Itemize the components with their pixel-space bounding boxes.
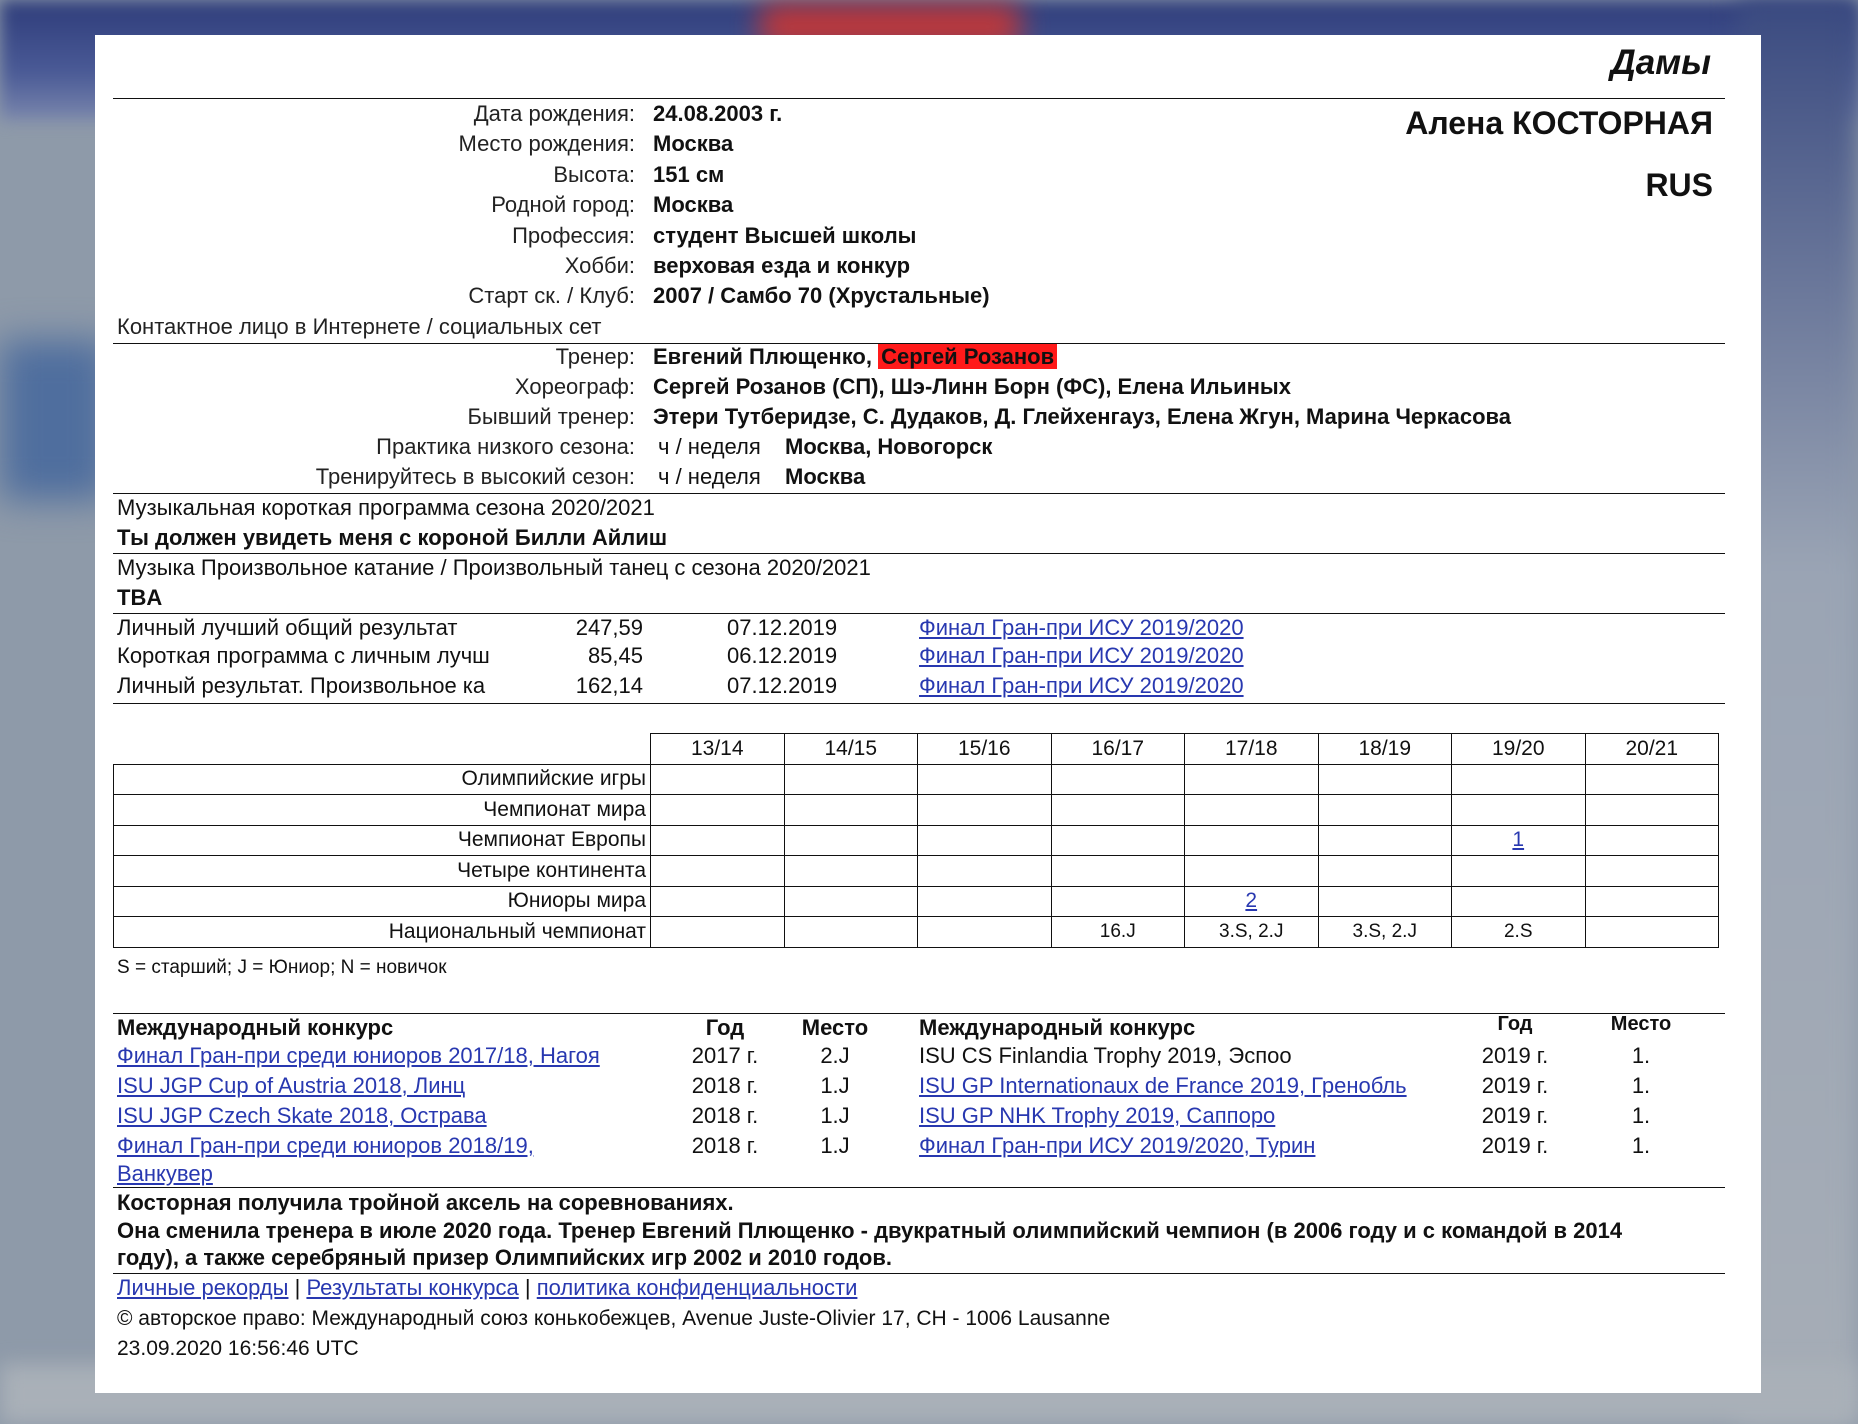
history-cell bbox=[651, 764, 785, 795]
history-cell bbox=[1185, 795, 1319, 826]
best-score: 162,14 bbox=[575, 673, 643, 698]
history-cell bbox=[1318, 764, 1452, 795]
history-row bbox=[114, 856, 1719, 887]
high-season-place: Москва bbox=[785, 464, 866, 489]
history-cell bbox=[1185, 764, 1319, 795]
best-date: 07.12.2019 bbox=[727, 615, 838, 640]
bio-label: Родной город: bbox=[491, 192, 635, 217]
history-cell bbox=[784, 856, 918, 887]
history-cell bbox=[651, 917, 785, 948]
result-link[interactable]: 2 bbox=[1245, 889, 1258, 913]
history-cell bbox=[784, 917, 918, 948]
season-header: 19/20 bbox=[1452, 734, 1586, 765]
timestamp: 23.09.2020 16:56:46 UTC bbox=[117, 1337, 359, 1360]
history-cell bbox=[1585, 795, 1719, 826]
best-label: Короткая программа с личным лучш bbox=[117, 643, 490, 668]
competition-history-table bbox=[113, 733, 1719, 948]
bio-value: 24.08.2003 г. bbox=[653, 101, 783, 126]
intl-event-link[interactable]: Финал Гран-при ИСУ 2019/2020, Турин bbox=[919, 1133, 1316, 1158]
best-score: 247,59 bbox=[575, 615, 643, 640]
bio-label: Старт ск. / Клуб: bbox=[468, 283, 635, 308]
history-cell bbox=[651, 825, 785, 856]
history-row bbox=[114, 917, 1719, 948]
intl-place: 1. bbox=[1631, 1043, 1651, 1068]
season-header: 18/19 bbox=[1318, 734, 1452, 765]
intl-col-event: Международный конкурс bbox=[919, 1015, 1196, 1040]
championship-label: Чемпионат Европы bbox=[114, 825, 651, 856]
intl-event-link[interactable]: ISU JGP Cup of Austria 2018, Линц bbox=[117, 1073, 466, 1098]
note-line: году), а также серебряный призер Олимпийских игр 2002 и 2010 годов. bbox=[117, 1245, 892, 1270]
bio-value: 151 см bbox=[653, 162, 725, 187]
season-header-row bbox=[114, 734, 1719, 765]
history-cell bbox=[918, 795, 1052, 826]
intl-event-link[interactable]: ISU GP Internationaux de France 2019, Гренобль bbox=[919, 1073, 1407, 1098]
history-cell: 3.S, 2.J bbox=[1318, 917, 1452, 948]
bio-value: верховая езда и конкур bbox=[653, 253, 911, 278]
former-coach-value: Этери Тутберидзе, С. Дудаков, Д. Глейхенгауз, Елена Жгун, Марина Черкасова bbox=[653, 404, 1511, 429]
championship-label: Чемпионат мира bbox=[114, 795, 651, 826]
championship-label: Олимпийские игры bbox=[114, 764, 651, 795]
coach-label: Тренер: bbox=[555, 344, 635, 369]
personal-records-link[interactable]: Личные рекорды bbox=[117, 1275, 289, 1300]
championship-label: Юниоры мира bbox=[114, 886, 651, 917]
history-cell bbox=[1051, 795, 1185, 826]
intl-year: 2019 г. bbox=[1481, 1073, 1549, 1098]
intl-col-place: Место bbox=[801, 1015, 869, 1040]
history-cell bbox=[918, 886, 1052, 917]
privacy-policy-link[interactable]: политика конфиденциальности bbox=[536, 1275, 858, 1300]
history-cell bbox=[1318, 795, 1452, 826]
history-cell bbox=[1452, 856, 1586, 887]
intl-place: 2.J bbox=[820, 1043, 850, 1068]
intl-event-link[interactable]: Финал Гран-при среди юниоров 2017/18, Нагоя bbox=[117, 1043, 600, 1068]
bio-label: Высота: bbox=[553, 162, 635, 187]
contact-label: Контактное лицо в Интернете / социальных сет bbox=[117, 314, 602, 339]
high-season-label: Тренируйтесь в высокий сезон: bbox=[315, 464, 635, 489]
intl-place: 1.J bbox=[820, 1073, 850, 1098]
intl-year: 2018 г. bbox=[691, 1103, 759, 1128]
category-title: Дамы bbox=[1610, 43, 1711, 82]
best-event-link[interactable]: Финал Гран-при ИСУ 2019/2020 bbox=[919, 673, 1244, 698]
history-row bbox=[114, 825, 1719, 856]
intl-col-year: Год bbox=[705, 1015, 745, 1040]
history-cell bbox=[1452, 825, 1586, 856]
fs-music-label: Музыка Произвольное катание / Произвольный танец с сезона 2020/2021 bbox=[117, 555, 871, 580]
intl-place: 1. bbox=[1631, 1103, 1651, 1128]
intl-col-place: Место bbox=[1610, 1013, 1672, 1035]
bio-value: 2007 / Самбо 70 (Хрустальные) bbox=[653, 283, 990, 308]
championship-label: Четыре континента bbox=[114, 856, 651, 887]
coach-value: Евгений Плющенко, Сергей Розанов bbox=[653, 344, 1057, 370]
best-label: Личный лучший общий результат bbox=[117, 615, 458, 640]
history-cell bbox=[1318, 856, 1452, 887]
season-header: 17/18 bbox=[1185, 734, 1319, 765]
competition-results-link[interactable]: Результаты конкурса bbox=[306, 1275, 519, 1300]
history-cell bbox=[1585, 917, 1719, 948]
history-cell bbox=[1318, 886, 1452, 917]
intl-year: 2017 г. bbox=[691, 1043, 759, 1068]
highlighted-coach: Сергей Розанов bbox=[878, 344, 1057, 369]
history-cell bbox=[1185, 856, 1319, 887]
season-header: 16/17 bbox=[1051, 734, 1185, 765]
footer-links bbox=[117, 1275, 857, 1301]
history-cell: 2.S bbox=[1452, 917, 1586, 948]
season-header: 15/16 bbox=[918, 734, 1052, 765]
bio-label: Место рождения: bbox=[458, 131, 635, 156]
low-season-label: Практика низкого сезона: bbox=[376, 434, 635, 459]
best-event-link[interactable]: Финал Гран-при ИСУ 2019/2020 bbox=[919, 643, 1244, 668]
choreographer-label: Хореограф: bbox=[514, 374, 635, 399]
intl-year: 2018 г. bbox=[691, 1133, 759, 1158]
copyright: © авторское право: Международный союз конькобежцев, Avenue Juste-Olivier 17, CH - 1006 Lausanne bbox=[117, 1307, 1111, 1330]
history-cell bbox=[1585, 825, 1719, 856]
history-cell bbox=[918, 856, 1052, 887]
championship-label: Национальный чемпионат bbox=[114, 917, 651, 948]
intl-place: 1. bbox=[1631, 1073, 1651, 1098]
history-cell bbox=[784, 795, 918, 826]
history-cell bbox=[1585, 856, 1719, 887]
history-cell bbox=[651, 856, 785, 887]
best-score: 85,45 bbox=[587, 643, 643, 668]
season-header: 20/21 bbox=[1585, 734, 1719, 765]
intl-col-year: Год bbox=[1497, 1013, 1533, 1035]
empty-corner bbox=[114, 734, 651, 765]
note-line: Косторная получила тройной аксель на соревнованиях. bbox=[117, 1190, 734, 1215]
intl-event-link[interactable]: Финал Гран-при среди юниоров 2018/19, bbox=[117, 1133, 534, 1158]
history-cell bbox=[1452, 886, 1586, 917]
bio-value: Москва bbox=[653, 192, 734, 217]
history-cell bbox=[651, 795, 785, 826]
season-header: 14/15 bbox=[784, 734, 918, 765]
choreographer-value: Сергей Розанов (СП), Шэ-Линн Борн (ФС), Елена Ильиных bbox=[653, 374, 1291, 399]
best-event-link[interactable]: Финал Гран-при ИСУ 2019/2020 bbox=[919, 615, 1244, 640]
history-cell bbox=[1452, 764, 1586, 795]
history-cell bbox=[1051, 764, 1185, 795]
intl-year: 2018 г. bbox=[691, 1073, 759, 1098]
history-cell bbox=[918, 764, 1052, 795]
low-season-place: Москва, Новогорск bbox=[785, 434, 993, 459]
history-cell bbox=[1051, 886, 1185, 917]
result-link[interactable]: 1 bbox=[1512, 828, 1525, 852]
intl-event-link-cont[interactable]: Ванкувер bbox=[117, 1161, 213, 1186]
history-cell bbox=[784, 886, 918, 917]
note-line: Она сменила тренера в июле 2020 года. Тренер Евгений Плющенко - двукратный олимпийский чемпион (в 2006 году и с командой в 2014 bbox=[117, 1218, 1623, 1243]
intl-place: 1.J bbox=[820, 1103, 850, 1128]
history-cell bbox=[1051, 825, 1185, 856]
intl-year: 2019 г. bbox=[1481, 1043, 1549, 1068]
history-cell bbox=[1051, 856, 1185, 887]
history-cell bbox=[1585, 764, 1719, 795]
history-cell bbox=[1185, 825, 1319, 856]
history-cell bbox=[651, 886, 785, 917]
history-cell bbox=[918, 917, 1052, 948]
link-separator: | bbox=[294, 1275, 301, 1300]
sp-music-title: Ты должен увидеть меня с короной Билли Айлиш bbox=[117, 525, 668, 550]
skater-name: Алена КОСТОРНАЯ bbox=[1405, 105, 1713, 141]
intl-place: 1. bbox=[1631, 1133, 1651, 1158]
high-season-unit: ч / неделя bbox=[658, 464, 761, 489]
intl-place: 1.J bbox=[820, 1133, 850, 1158]
history-cell bbox=[784, 825, 918, 856]
intl-col-event: Международный конкурс bbox=[117, 1015, 394, 1040]
bio-label: Хобби: bbox=[564, 253, 635, 278]
biography-sheet bbox=[95, 35, 1761, 1393]
link-separator: | bbox=[524, 1275, 531, 1300]
history-cell: 16.J bbox=[1051, 917, 1185, 948]
sp-music-label: Музыкальная короткая программа сезона 2020/2021 bbox=[117, 495, 655, 520]
history-cell bbox=[784, 764, 918, 795]
fs-music-title: TBA bbox=[117, 585, 163, 610]
history-cell bbox=[1185, 886, 1319, 917]
bio-value: Москва bbox=[653, 131, 734, 156]
nation-code: RUS bbox=[1645, 167, 1713, 203]
history-cell bbox=[1452, 795, 1586, 826]
low-season-unit: ч / неделя bbox=[658, 434, 761, 459]
history-legend: S = старший; J = Юниор; N = новичок bbox=[117, 957, 447, 978]
intl-year: 2019 г. bbox=[1481, 1133, 1549, 1158]
history-row bbox=[114, 764, 1719, 795]
bio-label: Профессия: bbox=[512, 223, 635, 248]
history-cell bbox=[918, 825, 1052, 856]
bio-label: Дата рождения: bbox=[473, 101, 635, 126]
intl-event: ISU CS Finlandia Trophy 2019, Эспоо bbox=[919, 1043, 1292, 1068]
bio-value: студент Высшей школы bbox=[653, 223, 917, 248]
history-row bbox=[114, 795, 1719, 826]
history-row bbox=[114, 886, 1719, 917]
intl-event-link[interactable]: ISU GP NHK Trophy 2019, Саппоро bbox=[919, 1103, 1276, 1128]
former-coach-label: Бывший тренер: bbox=[467, 404, 635, 429]
history-cell bbox=[1318, 825, 1452, 856]
best-label: Личный результат. Произвольное ка bbox=[117, 673, 486, 698]
season-header: 13/14 bbox=[651, 734, 785, 765]
intl-year: 2019 г. bbox=[1481, 1103, 1549, 1128]
intl-event-link[interactable]: ISU JGP Czech Skate 2018, Острава bbox=[117, 1103, 487, 1128]
history-cell bbox=[1585, 886, 1719, 917]
history-cell: 3.S, 2.J bbox=[1185, 917, 1319, 948]
best-date: 06.12.2019 bbox=[727, 643, 838, 668]
best-date: 07.12.2019 bbox=[727, 673, 838, 698]
